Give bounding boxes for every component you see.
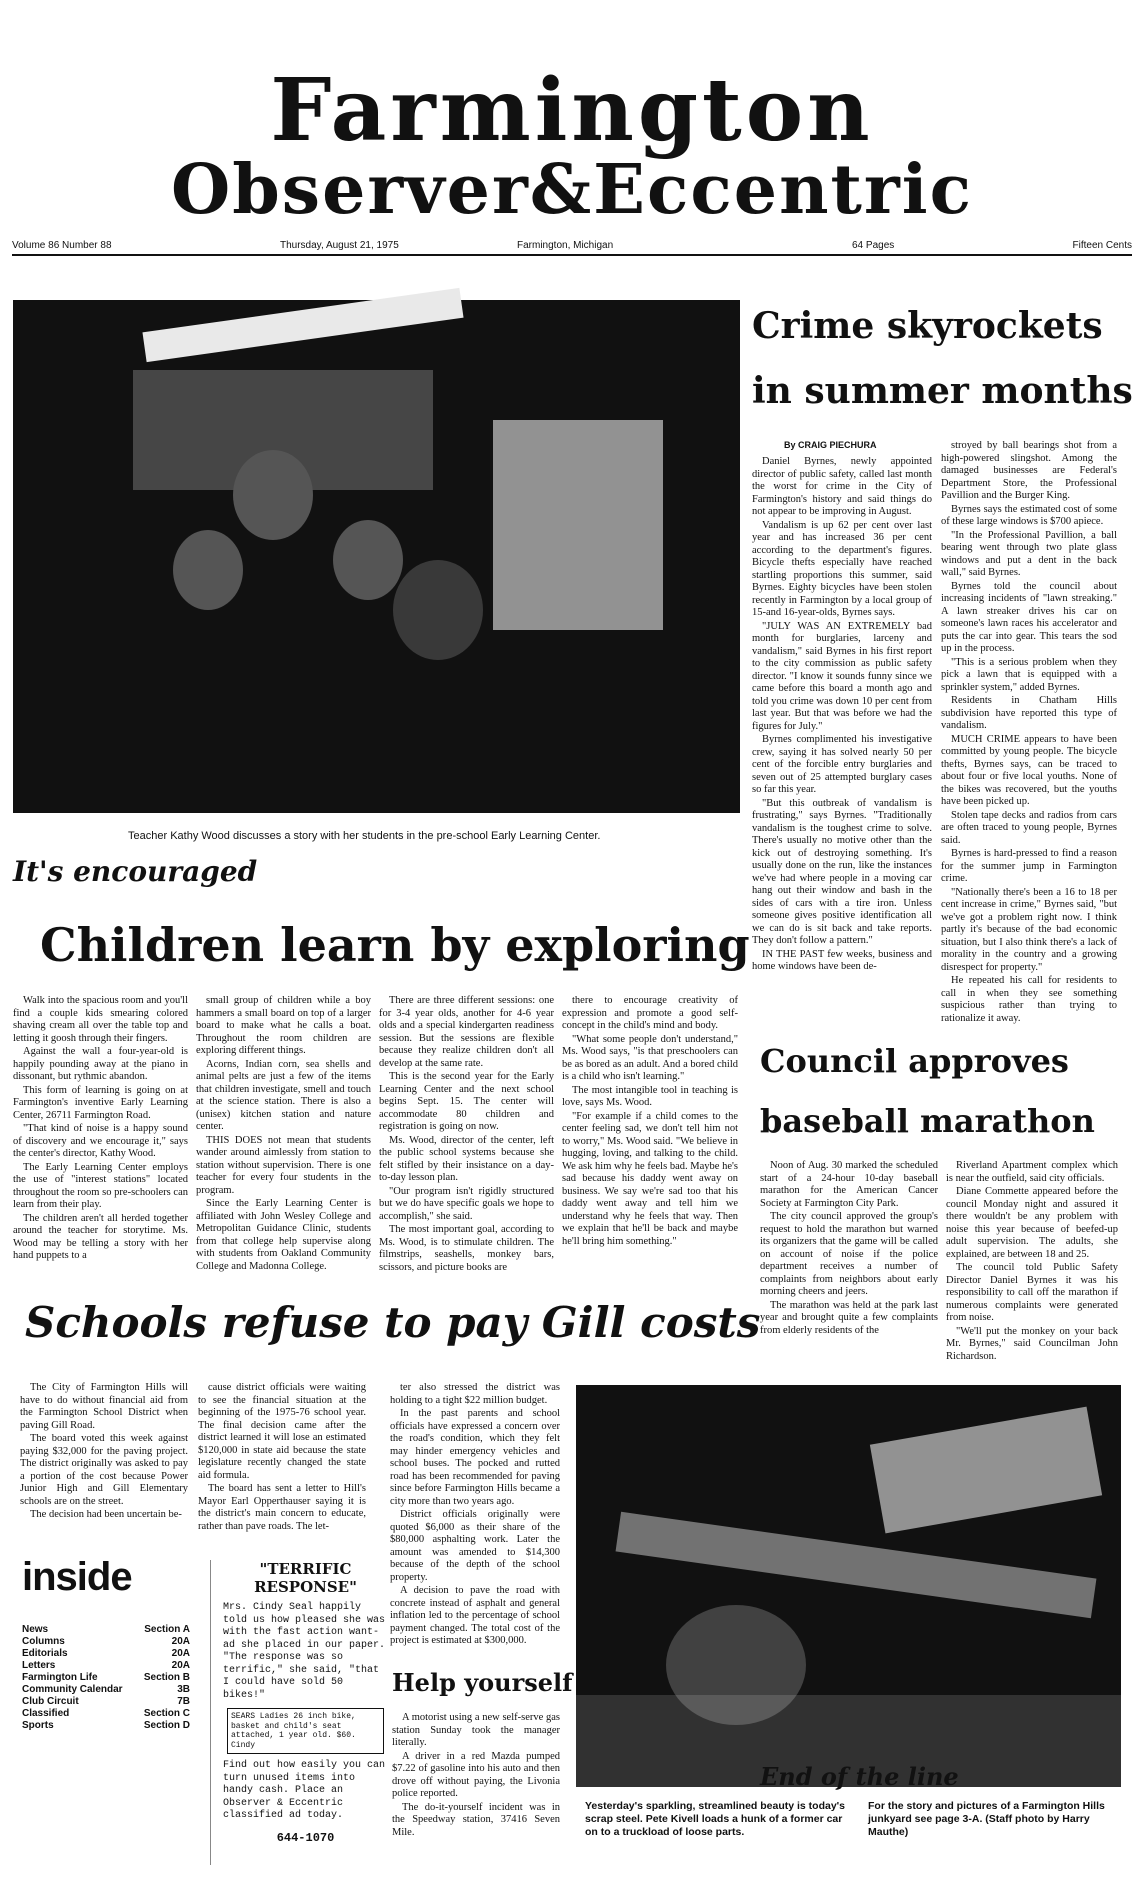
masthead-title-top: Farmington <box>270 60 874 161</box>
list-item <box>22 1648 190 1660</box>
list-item-label: Farmington Life <box>22 1672 98 1683</box>
paragraph: Against the wall a four-year-old is happily pounding away at the piano in dissonant, but rythmic abandon. <box>13 1046 188 1082</box>
paragraph: Riverland Apartment complex which is near the outfield, said city officials. <box>946 1160 1118 1184</box>
list-item-page: 20A <box>171 1636 190 1647</box>
paragraph: The council told Public Safety Director Daniel Byrnes it was his responsibility to call off the marathon if numerous complaints were generated from noise. <box>946 1262 1118 1323</box>
paragraph: "But this outbreak of vandalism is frustrating," says Byrnes. "Traditionally vandalism is the toughest crime to solve. There's usually no motive other than the kick out of destroying something. It's usually done on the run, like the instances we've had where people in a moving car hang out their window and bash in the sides of cars with a tire iron. Unless someone gives positive identification all we can do is sit back and take reports. They don't follow a pattern." <box>752 797 932 946</box>
headline-end-of-the-line: End of the line <box>760 1762 959 1791</box>
headline-council-line-1: Council approves <box>760 1042 1069 1080</box>
list-item-page: 20A <box>171 1660 190 1671</box>
photo-caption-early-learning: Teacher Kathy Wood discusses a story with her students in the pre-school Early Learning Center. <box>128 830 601 842</box>
council-column-2 <box>946 1160 1118 1362</box>
paragraph: The decision had been uncertain be- <box>30 1509 182 1520</box>
crime-column-1 <box>752 456 932 1048</box>
headline-help-yourself: Help yourself <box>392 1668 573 1697</box>
help-yourself-body <box>392 1712 560 1862</box>
photo-junkyard <box>576 1385 1121 1787</box>
paragraph: "We'll put the monkey on your back Mr. Byrnes," said Councilman John Richardson. <box>946 1325 1118 1362</box>
headline-children-learn: Children learn by exploring <box>40 918 750 972</box>
paragraph: District officials originally were quoted $6,000 as their share of the $80,000 asphalting work. Later the amount was amended to $14,300 because of the depth of the school property. <box>390 1509 560 1583</box>
paragraph: Diane Commette appeared before the council Monday night and assured it there wouldn't be any problem with noise this year because of beefed-up adult supervision. The adults, she explained, are between 18 and 25. <box>946 1186 1118 1260</box>
list-item <box>22 1708 190 1720</box>
classified-phone-number: 644-1070 <box>276 1830 335 1845</box>
paragraph: A driver in a red Mazda pumped $7.22 of gasoline into his auto and then drove off without paying, the Livonia police reported. <box>392 1750 560 1799</box>
paragraph: Daniel Byrnes, newly appointed director of public safety, called last month the worst for crime in the City of Farmington's history and said things do not appear to be improving in August. <box>752 456 932 517</box>
headline-crime-line-1: Crime skyrockets <box>752 305 1103 347</box>
issue-place: Farmington, Michigan <box>517 240 614 251</box>
list-item-label: Columns <box>22 1636 65 1647</box>
inside-title: inside <box>22 1555 132 1599</box>
paragraph: Byrnes is hard-pressed to find a reason for the summer jump in Farmington crime. <box>941 848 1117 884</box>
children-column-2 <box>196 995 371 1272</box>
paragraph: cause district officials were waiting to see the financial situation at the beginning of the 1975-76 school year. The final decision came after the district learned it will lose an estimated $120,000 in state aid because the state legislature recently changed the state aid formula. <box>198 1382 366 1481</box>
paragraph: The board has sent a letter to Hill's Mayor Earl Opperthauser saying it is the district's main concern to educate, rather than pave roads. The let- <box>198 1483 366 1532</box>
photo-caption-junkyard: Yesterday's sparkling, streamlined beauty is today's scrap steel. Pete Kivell loads a hunk of a former car on to a truckload of loose parts. <box>585 1800 846 1838</box>
masthead-title-bottom: Observer&Eccentric <box>171 150 973 230</box>
children-column-3 <box>379 995 554 1273</box>
photo-caption-junkyard-reference: For the story and pictures of a Farmington Hills junkyard see page 3-A. (Staff photo by Harry Mauthe) <box>868 1800 1105 1838</box>
paragraph: ter also stressed the district was holding to a tight $22 million budget. <box>390 1382 560 1406</box>
list-item <box>22 1696 190 1708</box>
paragraph: small group of children while a boy hammers a small board on top of a larger board to make what he calls a boat. Throughout the room children are exploring different things. <box>196 995 371 1056</box>
paragraph: The Early Learning Center employs the use of "interest stations" located throughout the room so pre-schoolers can learn from their play. <box>13 1161 188 1210</box>
terrific-response-box <box>210 1560 388 1865</box>
paragraph: A motorist using a new self-serve gas station Sunday took the manager literally. <box>392 1712 560 1748</box>
list-item <box>22 1624 190 1636</box>
paragraph: There are three different sessions: one for 3-4 year olds, another for 4-6 year olds and a special kindergarten readiness session. But the sessions are flexible because they realize children don't all develop at the same rate. <box>379 995 554 1069</box>
children-column-4 <box>562 995 738 1250</box>
paragraph: Byrnes says the estimated cost of some of these large windows is $700 apiece. <box>941 503 1117 527</box>
list-item <box>22 1636 190 1648</box>
terrific-body: Mrs. Cindy Seal happily told us how pleased she was with the fast action want-ad she placed in our paper. "The response was so terrific," she said, "that I could have sold 50 bikes!" <box>223 1602 386 1701</box>
byline: By CRAIG PIECHURA <box>784 440 877 450</box>
list-item-label: Sports <box>22 1720 54 1731</box>
paragraph: The children aren't all herded together around the teacher for storytime. Ms. Wood may be telling a story with her hand puppets to a <box>13 1212 188 1261</box>
list-item-page: Section C <box>143 1708 190 1719</box>
paragraph: The City of Farmington Hills will have to do without financial aid from the Farmington School District when paving Gill Road. <box>20 1382 188 1431</box>
page-count: 64 Pages <box>852 240 895 251</box>
paragraph: In the past parents and school officials have expressed a concern over the road's condition, which they felt may hinder emergency vehicles and school buses. The pocked and rutted road has been recommended for paving since before Farmington Hills became a city more than two years ago. <box>390 1408 560 1507</box>
paragraph: A decision to pave the road with concrete instead of asphalt and general inflation led to the percentage of school payment changed. The total cost of the project is estimated at $300,000. <box>390 1585 560 1646</box>
paragraph: He repeated his call for residents to call in when they see something suspicious rather than trying to rationalize it away. <box>941 975 1117 1024</box>
schools-column-3 <box>390 1382 560 1667</box>
paragraph: "Our program isn't rigidly structured but we do have specific goals we hope to accomplish," she said. <box>379 1185 554 1222</box>
list-item <box>22 1660 190 1672</box>
list-item-label: News <box>22 1624 49 1635</box>
sample-classified-ad: SEARS Ladies 26 inch bike, basket and child's seat attached, 1 year old. $60. Cindy <box>227 1708 384 1754</box>
list-item-label: Community Calendar <box>22 1684 123 1695</box>
list-item-label: Classified <box>22 1708 70 1719</box>
paragraph: The do-it-yourself incident was in the Speedway station, 37416 Seven Mile. <box>392 1801 560 1838</box>
paragraph: MUCH CRIME appears to have been committed by young people. The bicycle thefts, Byrnes says, can be traced to about four or five local youths. None of the bikes was recovered, but the youths have been picked up. <box>941 733 1117 807</box>
paragraph: Stolen tape decks and radios from cars are often traced to young people, Byrnes said. <box>941 809 1117 846</box>
terrific-headline: "TERRIFIC RESPONSE" <box>254 1560 357 1596</box>
paragraph: stroyed by ball bearings shot from a high-powered slingshot. Among the damaged businesses are Federal's Department Store, the Professional Pavillion and the Burger King. <box>941 440 1117 501</box>
list-item <box>22 1720 190 1732</box>
paragraph: Walk into the spacious room and you'll find a couple kids smearing colored shaving cream all over the table top and letting it goosh through their fingers. <box>13 995 188 1044</box>
list-item-page: 7B <box>177 1696 190 1707</box>
paragraph: "In the Professional Pavillion, a ball bearing went through two plate glass windows and put a dent in the back wall," said Byrnes. <box>941 529 1117 578</box>
list-item-label: Letters <box>22 1660 56 1671</box>
paragraph: The city council approved the group's request to hold the marathon but warned its organizers that the game will be called on account of noise if the police department receives a number of complaints from neighbors about early morning cheers and jeers. <box>760 1211 938 1297</box>
headline-council-line-2: baseball marathon <box>760 1102 1095 1140</box>
list-item <box>22 1672 190 1684</box>
volume-number: Volume 86 Number 88 <box>12 240 112 251</box>
council-column-1 <box>760 1160 938 1343</box>
paragraph: there to encourage creativity of expression and promote a good self-concept in the child's mind and body. <box>562 995 738 1031</box>
list-item-page: Section B <box>143 1672 190 1683</box>
paragraph: Vandalism is up 62 per cent over last year and has increased 36 per cent according to the department's figures. Bicycle thefts especially have reached startling proportions this summer, said Byrnes. Eighty bicycles have been stolen recently in Farmington by a local group of 15-and 16-year-olds, Byrnes says. <box>752 519 932 618</box>
issue-date: Thursday, August 21, 1975 <box>280 240 399 251</box>
paragraph: The most important goal, according to Ms. Wood, is to stimulate children. The filmstrips, seashells, monkey bars, scissors, and picture books are <box>379 1224 554 1273</box>
paragraph: This form of learning is going on at Farmington's inventive Early Learning Center, 26711 Farmington Road. <box>13 1084 188 1121</box>
terrific-cta: Find out how easily you can turn unused items into handy cash. Place an Observer & Eccentric classified ad today. <box>223 1760 386 1821</box>
paragraph: Byrnes complimented his investigative crew, saying it has solved nearly 50 per cent of the forcible entry burglaries and seven out of 25 attempted burglary cases so far this year. <box>752 734 932 795</box>
inside-list <box>22 1624 190 1732</box>
list-item-page: 20A <box>171 1648 190 1659</box>
list-item-page: Section D <box>143 1720 190 1731</box>
issue-price: Fifteen Cents <box>1072 240 1132 251</box>
paragraph: The board voted this week against paying $32,000 for the paving project. The district originally was asked to pay a portion of the cost because Power Junior High and Gill Elementary schools are on the street. <box>20 1433 188 1507</box>
masthead-info-line <box>12 240 1132 256</box>
paragraph: Acorns, Indian corn, sea shells and animal pelts are just a few of the items that children investigate, smell and touch at the science station. There is also a (unisex) kitchen station and nature center. <box>196 1058 371 1132</box>
schools-column-2 <box>198 1382 366 1554</box>
headline-schools: Schools refuse to pay Gill costs <box>25 1298 761 1347</box>
paragraph: "What some people don't understand," Ms. Wood says, "is that preschoolers can be as bored as an adult. And a bored child is a child who isn't learning." <box>562 1033 738 1082</box>
paragraph: Since the Early Learning Center is affiliated with John Wesley College and Metropolitan Guidance Clinic, students from that college help supervise along with students from Oakland Community College and Madonna College. <box>196 1198 371 1272</box>
paragraph: The most intangible tool in teaching is love, says Ms. Wood. <box>562 1084 738 1108</box>
photo-early-learning-center <box>13 300 740 813</box>
paragraph: Noon of Aug. 30 marked the scheduled start of a 24-hour 10-day baseball marathon for the American Cancer Society at Farmington City Park. <box>760 1160 938 1209</box>
paragraph: "Nationally there's been a 16 to 18 per cent increase in crime," Byrnes said, "but we've got a problem right now. I think partly it's because of the bad economic situation, but I also think there's a lack of morality in the country and a growing disrespect for property." <box>941 886 1117 973</box>
paragraph: "For example if a child comes to the center feeling sad, we don't tell him not to worry," Ms. Wood said. "We believe in hugging, loving, and talking to the child. We ask him why he feels bad. Maybe he's sad because his daddy went away on business. We say we're sad too that his daddy went away and tell him we understand why he feels that way. Then we explain that he'll be back and maybe he'll bring him something." <box>562 1110 738 1247</box>
list-item-label: Editorials <box>22 1648 68 1659</box>
paragraph: Ms. Wood, director of the center, left the public school systems because she felt stifled by their insistance on a day-to-day lesson plan. <box>379 1134 554 1183</box>
paragraph: The marathon was held at the park last year and brought quite a few complaints from elderly residents of the <box>760 1299 938 1336</box>
paragraph: This is the second year for the Early Learning Center and the next school begins Sept. 15. The center will accommodate 80 children and registration is going on now. <box>379 1071 554 1132</box>
paragraph: Residents in Chatham Hills subdivision have reported this type of vandalism. <box>941 695 1117 731</box>
headline-crime-line-2: in summer months <box>752 370 1133 412</box>
paragraph: THIS DOES not mean that students wander around aimlessly from station to station without supervision. There is one teacher for every four students in the program. <box>196 1134 371 1196</box>
kicker-its-encouraged: It's encouraged <box>13 855 258 888</box>
list-item-page: 3B <box>177 1684 190 1695</box>
list-item-label: Club Circuit <box>22 1696 79 1707</box>
paragraph: "That kind of noise is a happy sound of discovery and we encourage it," says the center's director, Kathy Wood. <box>13 1123 188 1159</box>
paragraph: "JULY WAS AN EXTREMELY bad month for burglaries, larceny and vandalism," said Byrnes in his first report to the city commission as public safety director. "I know it sounds funny since we came before this board a month ago and told you crime was down 10 per cent from last year. But that was before we had the figures for July." <box>752 620 932 732</box>
children-column-1 <box>13 995 188 1261</box>
crime-column-2 <box>941 440 1117 1046</box>
schools-column-1 <box>20 1382 188 1554</box>
paragraph: Byrnes told the council about increasing incidents of "lawn streaking." A lawn streaker drives his car on someone's lawn races his accelerator and puts the car into gear. This tears the sod up in the process. <box>941 580 1117 654</box>
list-item-page: Section A <box>144 1624 190 1635</box>
paragraph: IN THE PAST few weeks, business and home windows have been de- <box>752 948 932 972</box>
list-item <box>22 1684 190 1696</box>
paragraph: "This is a serious problem when they pick a lawn that is equipped with a sprinkler system," added Byrnes. <box>941 656 1117 693</box>
inside-index <box>22 1555 197 1745</box>
